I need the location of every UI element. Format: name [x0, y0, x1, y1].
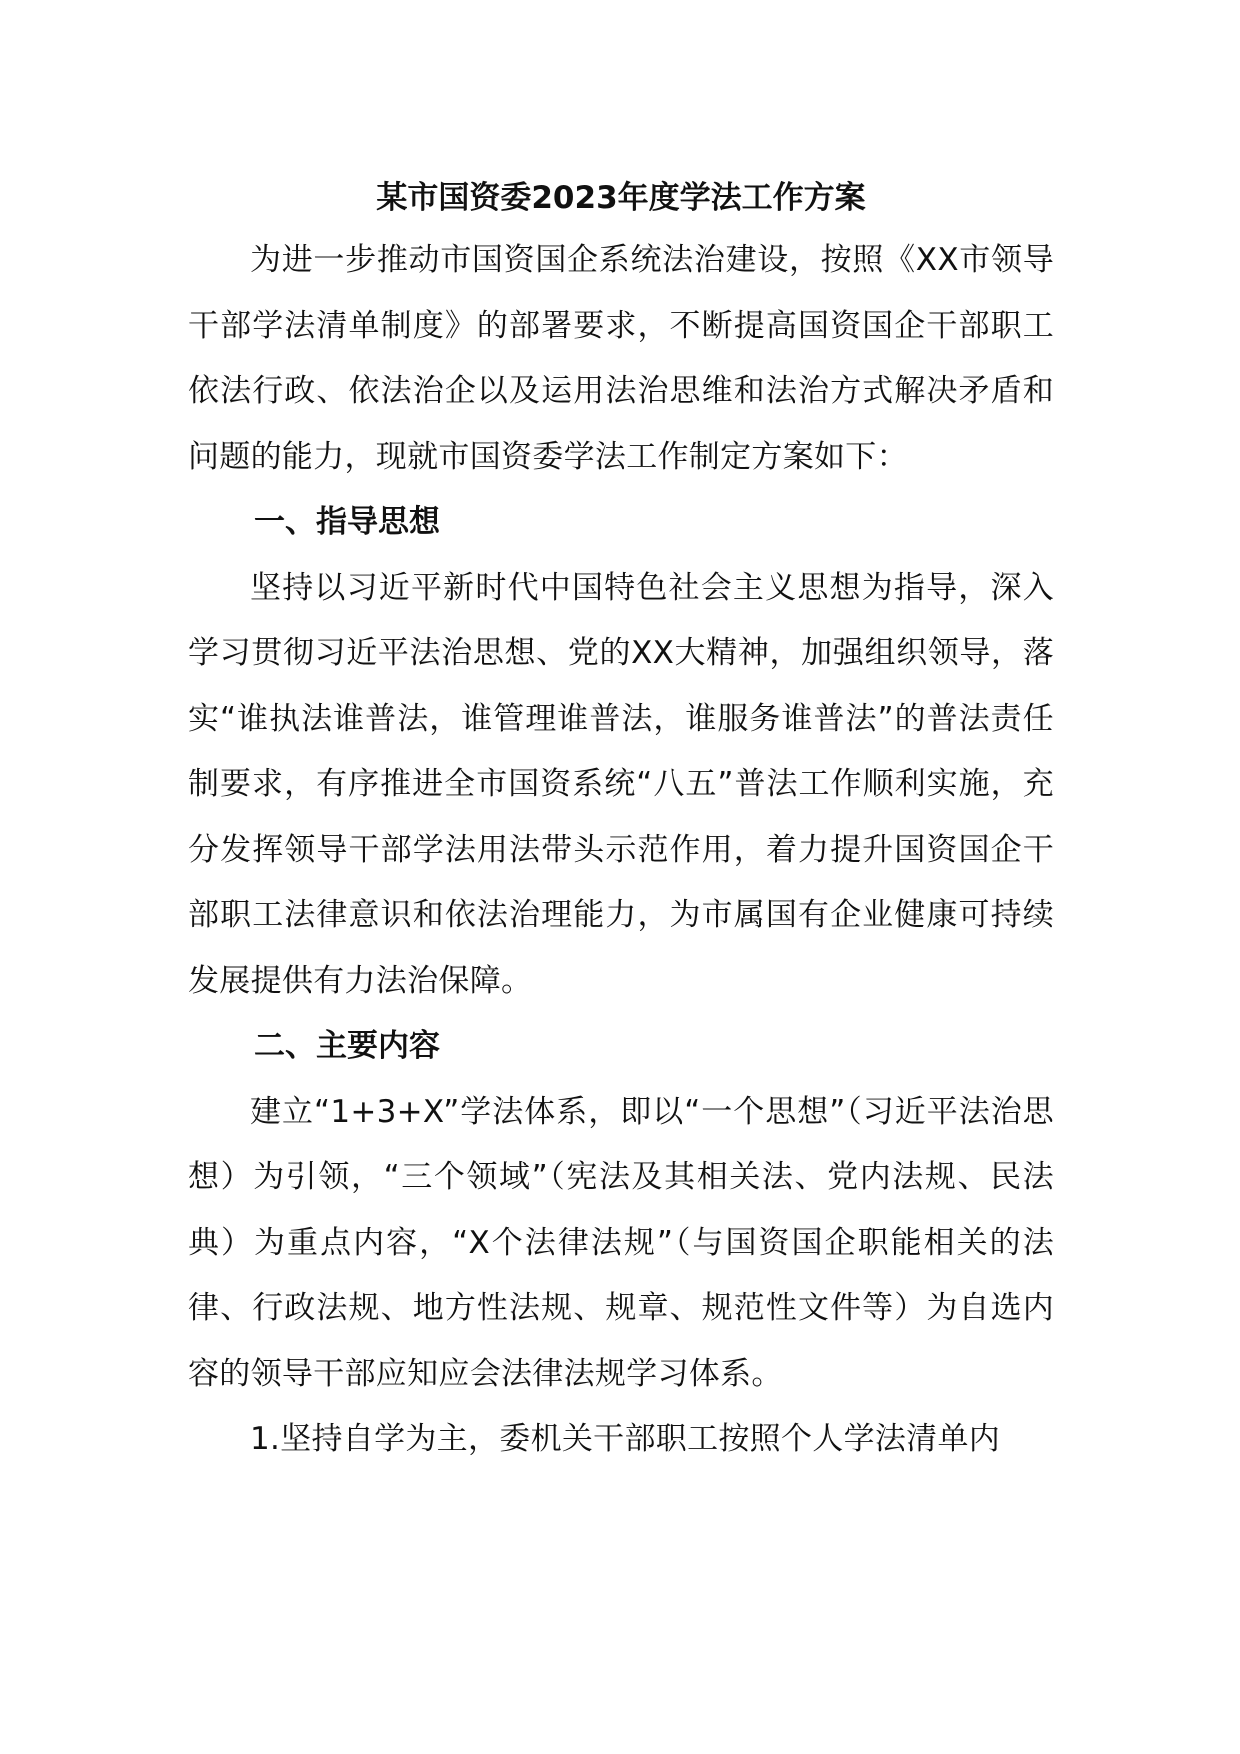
section-heading-guiding-ideology: 一、指导思想 [254, 504, 440, 540]
section-heading-main-content: 二、主要内容 [254, 1028, 440, 1064]
list-item-self-study: 1.坚持自学为主，委机关干部职工按照个人学法清单内 [250, 1421, 1001, 1457]
section-body-guiding-ideology: 坚持以习近平新时代中国特色社会主义思想为指导，深入学习贯彻习近平法治思想、党的XX大精神，加强组织领导，落实“谁执法谁普法，谁管理谁普法，谁服务谁普法”的普法责任制要求，有序推进全市国资系统“八五”普法工作顺利实施，充分发挥领导干部学法用法带头示范作用，着力提升国资国企干部职工法律意识和依法治理能力，为市属国有企业健康可持续发展提供有力法治保障。 [188, 569, 1054, 999]
document-title: 某市国资委2023年度学法工作方案 [376, 180, 866, 216]
document-body [188, 168, 1054, 1473]
section-body-main-content: 建立“1+3+X”学法体系，即以“一个思想”（习近平法治思想）为引领，“三个领域”（宪法及其相关法、党内法规、民法典）为重点内容，“X个法律法规”（与国资国企职能相关的法律、行政法规、地方性法规、规章、规范性文件等）为自选内容的领导干部应知应会法律法规学习体系。 [188, 1093, 1054, 1392]
intro-paragraph: 为进一步推动市国资国企系统法治建设，按照《XX市领导干部学法清单制度》的部署要求，不断提高国资国企干部职工依法行政、依法治企以及运用法治思维和法治方式解决矛盾和问题的能力，现就市国资委学法工作制定方案如下： [188, 242, 1054, 475]
